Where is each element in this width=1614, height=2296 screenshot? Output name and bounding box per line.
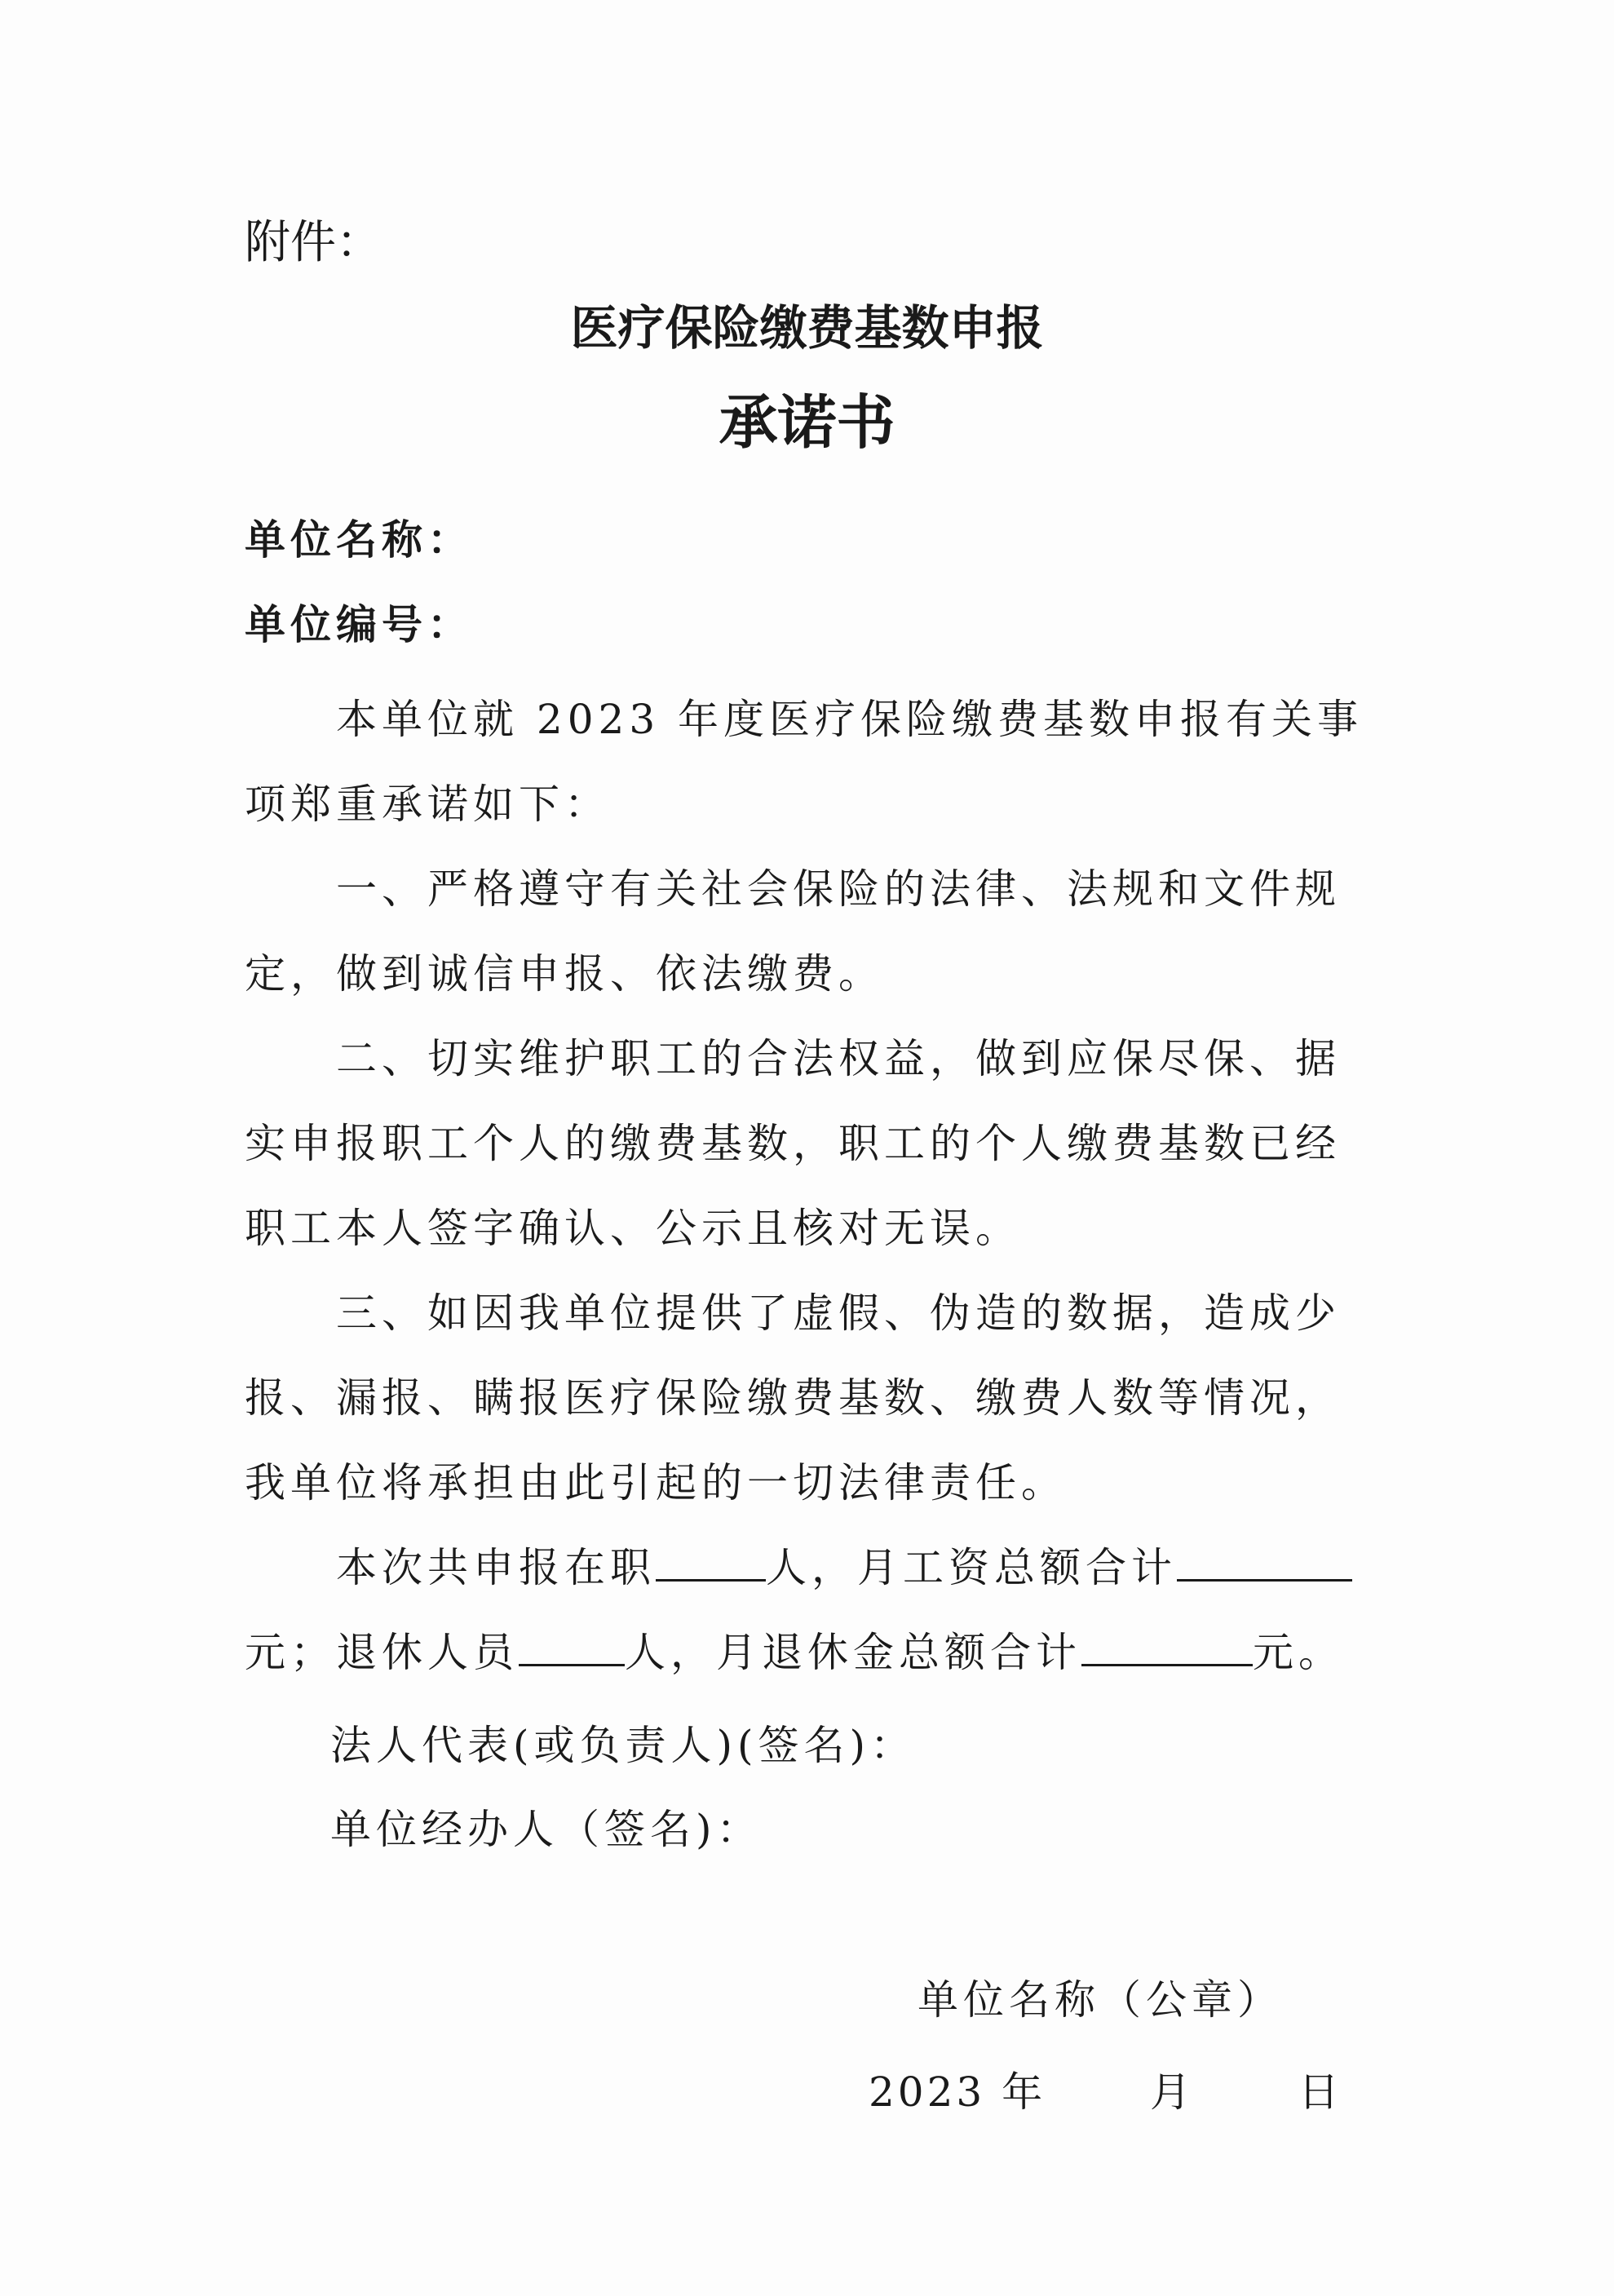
- legal-rep-signature-label: 法人代表(或负责人)(签名)：: [330, 1722, 917, 1769]
- paragraph-summary: [245, 1525, 1378, 1695]
- paragraph-item-1: 一、严格遵守有关社会保险的法律、法规和文件规定，做到诚信申报、依法缴费。: [245, 865, 1341, 998]
- date-line: 2023 年 月 日: [869, 2068, 1342, 2116]
- unit-seal-label: 单位名称（公章）: [918, 1976, 1283, 2024]
- summary-text-1: 本次共申报在职: [336, 1544, 656, 1591]
- summary-text-5: 元。: [1253, 1629, 1344, 1676]
- unit-code-label: 单位编号：: [245, 601, 473, 648]
- handler-signature-label: 单位经办人（签名)：: [330, 1806, 763, 1853]
- paragraph-intro: 本单位就 2023 年度医疗保险缴费基数申报有关事项郑重承诺如下：: [245, 696, 1364, 828]
- document-title: 医疗保险缴费基数申报: [570, 300, 1044, 356]
- summary-text-2: 人，月工资总额合计: [766, 1544, 1177, 1591]
- attachment-label: 附件：: [245, 216, 382, 269]
- document-subtitle: 承诺书: [719, 388, 895, 457]
- unit-name-label: 单位名称：: [245, 516, 473, 564]
- commitment-body: [245, 677, 1378, 1695]
- summary-text-3: 元；退休人员: [245, 1629, 519, 1676]
- paragraph-item-3: 三、如因我单位提供了虚假、伪造的数据，造成少报、漏报、瞒报医疗保险缴费基数、缴费人数等情况，我单位将承担由此引起的一切法律责任。: [245, 1290, 1341, 1506]
- pension-total-blank[interactable]: [1081, 1628, 1253, 1666]
- retiree-count-blank[interactable]: [519, 1628, 625, 1666]
- paragraph-item-2: 二、切实维护职工的合法权益，做到应保尽保、据实申报职工个人的缴费基数，职工的个人缴费基数已经职工本人签字确认、公示且核对无误。: [245, 1035, 1341, 1252]
- summary-text-4: 人，月退休金总额合计: [625, 1629, 1081, 1676]
- employee-count-blank[interactable]: [656, 1543, 766, 1582]
- salary-total-blank[interactable]: [1177, 1543, 1352, 1582]
